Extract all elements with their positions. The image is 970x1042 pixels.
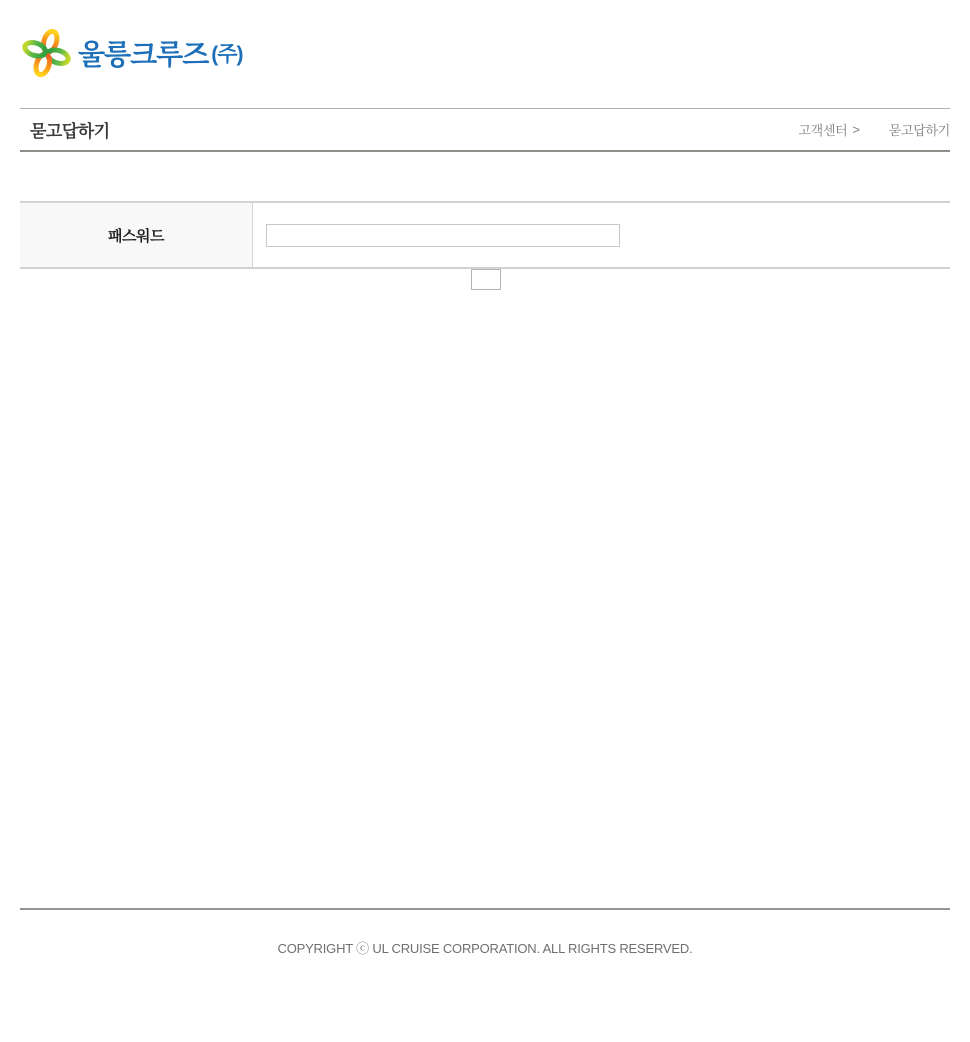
- password-cell: [253, 203, 950, 267]
- copyright-text: COPYRIGHT ⓒ UL CRUISE CORPORATION. ALL RIGHTS RESERVED.: [277, 941, 693, 956]
- submit-button[interactable]: [471, 269, 501, 290]
- brand-name: 울릉크루즈: [78, 39, 209, 70]
- titlebar: [20, 108, 950, 152]
- breadcrumb-current: 묻고답하기: [888, 123, 950, 138]
- breadcrumb-parent[interactable]: 고객센터: [798, 123, 848, 138]
- pinwheel-flower-icon: [22, 29, 71, 77]
- password-label: 패스워드: [20, 203, 253, 267]
- page-title: 묻고답하기: [30, 122, 110, 141]
- breadcrumb-separator: >: [852, 122, 860, 137]
- password-form-table: [20, 201, 950, 269]
- brand-logo[interactable]: [22, 28, 243, 78]
- brand-name-suffix: (주): [211, 43, 243, 66]
- breadcrumb: [798, 120, 950, 139]
- footer-divider: [20, 908, 950, 910]
- password-input[interactable]: [266, 224, 620, 247]
